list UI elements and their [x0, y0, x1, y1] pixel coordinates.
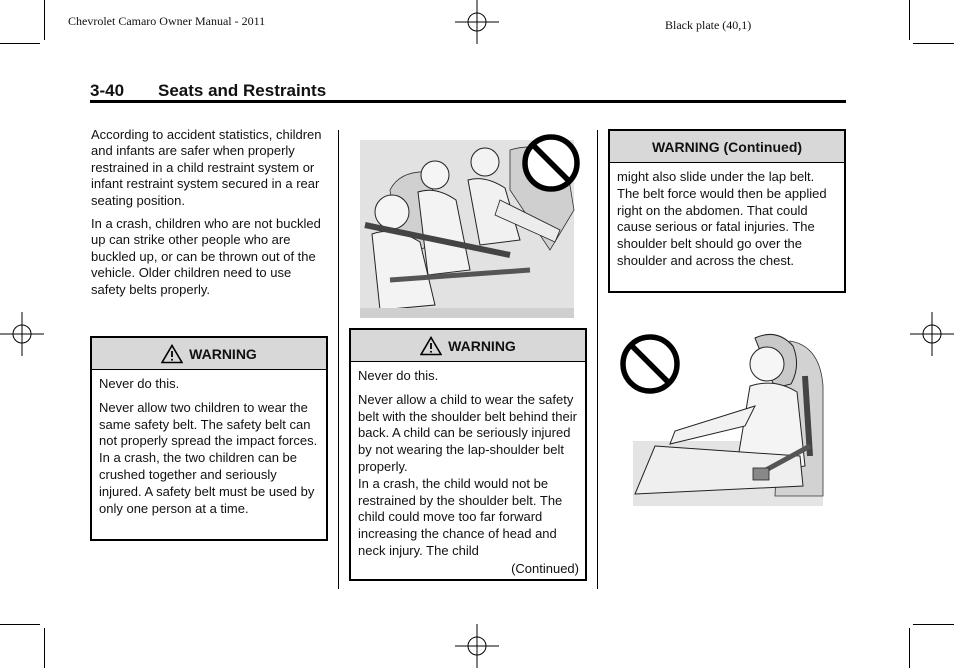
running-header-left: Chevrolet Camaro Owner Manual - 2011 — [68, 14, 266, 28]
column-divider — [597, 130, 598, 589]
paragraph: In a crash, children who are not buckled up can strike other people who are buckled up, or can be thrown out of the vehicle. Older children need to use safety belts properly. — [91, 216, 321, 297]
children-sharing-belt-illustration — [360, 130, 584, 318]
warning-title: WARNING — [189, 345, 257, 362]
warning-text: might also slide under the lap belt. The belt force would then be applied right on the abdomen. That could cause serious or fatal injuries. The shoulder belt should go over the shoulder and across the chest. — [617, 169, 827, 268]
crop-mark — [913, 43, 954, 44]
warning-header — [610, 131, 844, 163]
child-belt-behind-back-illustration — [615, 326, 827, 508]
warning-text: Never allow a child to wear the safety belt with the shoulder belt behind their back. A child can be seriously injured by not wearing the lap-shoulder belt properly. — [358, 391, 577, 474]
crop-mark — [913, 624, 954, 625]
crop-mark — [44, 628, 45, 668]
section-title: Seats and Restraints — [158, 81, 327, 100]
warning-header — [351, 330, 585, 362]
warning-title: WARNING (Continued) — [651, 138, 803, 155]
column-1-text — [91, 127, 327, 305]
warning-box — [608, 129, 846, 293]
page-number: 3-40 — [90, 81, 125, 100]
paragraph: According to accident statistics, children and infants are safer when properly restrained in a child restraint system or infant restraint system secured in a rear seating position. — [91, 127, 322, 208]
crop-mark — [44, 0, 45, 40]
crop-mark — [909, 0, 910, 40]
warning-triangle-icon — [420, 336, 442, 356]
continued-label: (Continued) — [511, 561, 579, 576]
warning-box — [349, 328, 587, 581]
warning-body — [351, 362, 585, 560]
warning-triangle-icon — [161, 344, 183, 364]
crop-mark — [0, 43, 40, 44]
warning-body — [610, 163, 844, 270]
warning-text: Never do this. — [358, 368, 439, 383]
registration-mark-icon — [910, 312, 954, 356]
warning-title: WARNING — [448, 337, 516, 354]
crop-mark — [909, 628, 910, 668]
crop-mark — [0, 624, 40, 625]
section-heading — [90, 81, 846, 103]
warning-text: Never do this. — [99, 376, 180, 391]
warning-header — [92, 338, 326, 370]
registration-mark-icon — [0, 312, 44, 356]
warning-box — [90, 336, 328, 541]
running-header-right: Black plate (40,1) — [665, 18, 752, 32]
warning-body — [92, 370, 326, 517]
column-divider — [338, 130, 339, 589]
warning-text: In a crash, the child would not be restrained by the shoulder belt. The child could move too far forward increasing the chance of head and neck injury. The child — [358, 475, 563, 558]
warning-text: Never allow two children to wear the same safety belt. The safety belt can not properly spread the impact forces. In a crash, the two children can be crushed together and seriously injured. A safety belt must be used by only one person at a time. — [99, 399, 318, 516]
registration-mark-icon — [455, 624, 499, 668]
registration-mark-icon — [455, 0, 499, 44]
